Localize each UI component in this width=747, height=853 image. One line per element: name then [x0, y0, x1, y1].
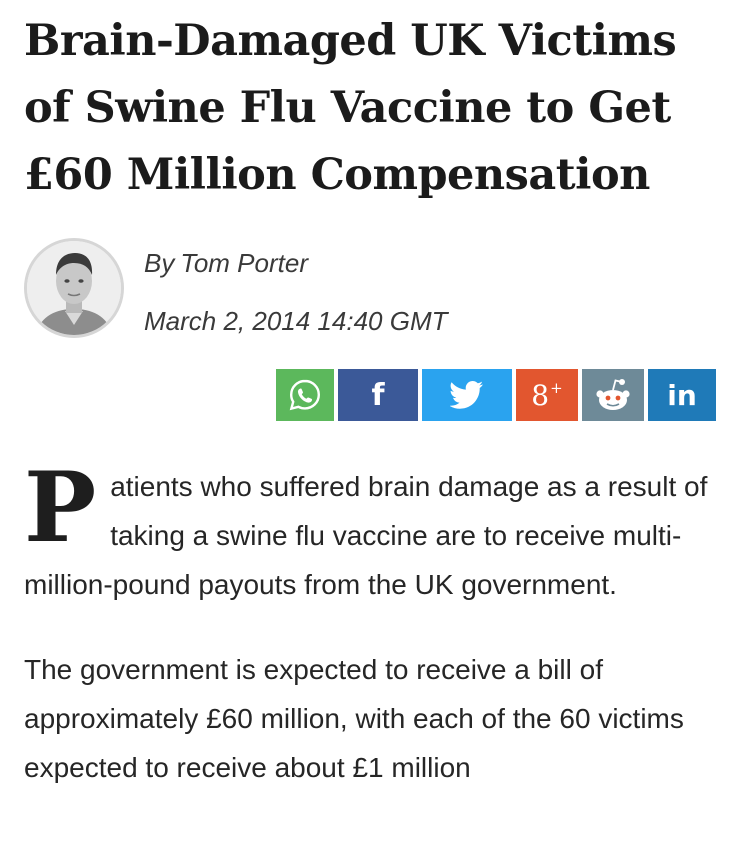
reddit-icon [593, 377, 633, 413]
author-avatar[interactable] [24, 238, 124, 338]
share-bar [276, 369, 716, 421]
article-paragraph [24, 451, 724, 609]
share-facebook-button[interactable] [338, 369, 418, 421]
byline [144, 246, 308, 280]
publish-date: March 2, 2014 14:40 GMT [144, 306, 448, 336]
facebook-icon: f [371, 377, 385, 413]
person-photo-icon [27, 241, 121, 335]
article-paragraph: The government is expected to receive a bill of approximately £60 million, with each of the 60 victims expected to receive about £1 million [24, 654, 684, 783]
whatsapp-icon [288, 378, 322, 412]
share-reddit-button[interactable] [582, 369, 644, 421]
paragraph-text: atients who suffered brain damage as a result of taking a swine flu vaccine are to receive multi-million-pound payouts from the UK government. [24, 471, 708, 600]
twitter-icon [450, 381, 484, 409]
google-plus-label: 8 [531, 378, 550, 412]
byline-prefix: By [144, 248, 175, 278]
share-twitter-button[interactable] [422, 369, 512, 421]
share-whatsapp-button[interactable] [276, 369, 334, 421]
article-headline: Brain-Damaged UK Victims of Swine Flu Vaccine to Get £60 Million Compensation [24, 16, 677, 200]
author-name[interactable]: Tom Porter [180, 248, 308, 278]
share-google-plus-button[interactable] [516, 369, 578, 421]
linkedin-icon: in [667, 378, 697, 412]
article-body [24, 451, 724, 792]
google-plus-sup: + [550, 378, 563, 397]
share-linkedin-button[interactable] [648, 369, 716, 421]
google-plus-icon [531, 378, 563, 412]
drop-cap: P [24, 451, 97, 564]
author-block [24, 238, 724, 348]
